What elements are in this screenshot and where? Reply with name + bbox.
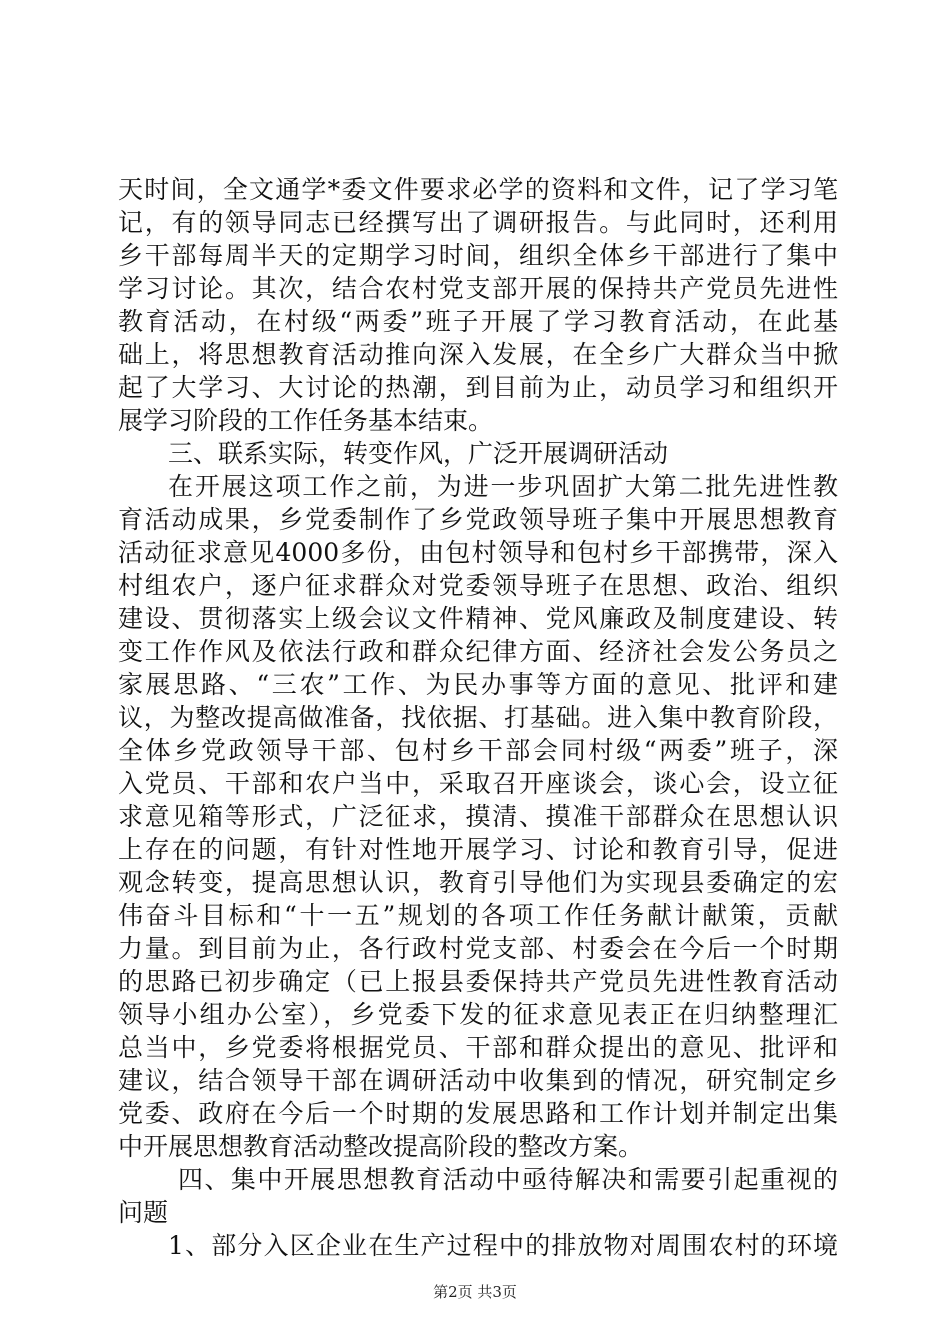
text-line: 入党员、干部和农户当中，采取召开座谈会，谈心会，设立征 <box>118 769 838 798</box>
text-line: 建设、贯彻落实上级会议文件精神、党风廉政及制度建设、转 <box>118 604 838 633</box>
page-footer: 第2页 共3页 <box>433 1283 517 1301</box>
text-line: 乡干部每周半天的定期学习时间，组织全体乡干部进行了集中 <box>118 241 838 270</box>
text-line: 育活动成果，乡党委制作了乡党政领导班子集中开展思想教育 <box>118 505 838 534</box>
text-line: 活动征求意见4000多份，由包村领导和包村乡干部携带，深入 <box>118 538 838 567</box>
text-line: 村组农户，逐户征求群众对党委领导班子在思想、政治、组织 <box>118 571 838 600</box>
text-line: 中开展思想教育活动整改提高阶段的整改方案。 <box>118 1132 644 1161</box>
text-line: 础上，将思想教育活动推向深入发展，在全乡广大群众当中掀 <box>118 340 838 369</box>
section-heading: 四、集中开展思想教育活动中亟待解决和需要引起重视的 <box>178 1165 838 1194</box>
text-line: 伟奋斗目标和“十一五”规划的各项工作任务献计献策，贡献 <box>118 901 838 930</box>
text-line: 学习讨论。其次，结合农村党支部开展的保持共产党员先进性 <box>118 274 838 303</box>
text-line: 求意见箱等形式，广泛征求，摸清、摸准干部群众在思想认识 <box>118 802 838 831</box>
text-line: 力量。到目前为止，各行政村党支部、村委会在今后一个时期 <box>118 934 838 963</box>
section-heading: 三、联系实际，转变作风，广泛开展调研活动 <box>168 439 669 468</box>
text-line: 上存在的问题，有针对性地开展学习、讨论和教育引导，促进 <box>118 835 838 864</box>
list-item: 1、部分入区企业在生产过程中的排放物对周围农村的环境 <box>168 1231 838 1260</box>
text-line: 领导小组办公室），乡党委下发的征求意见表正在归纳整理汇 <box>118 1000 838 1029</box>
section-heading-continued: 问题 <box>118 1198 169 1227</box>
text-line: 的思路已初步确定（已上报县委保持共产党员先进性教育活动 <box>118 967 838 996</box>
text-line: 全体乡党政领导干部、包村乡干部会同村级“两委”班子，深 <box>118 736 838 765</box>
text-line: 总当中，乡党委将根据党员、干部和群众提出的意见、批评和 <box>118 1033 838 1062</box>
text-line: 记，有的领导同志已经撰写出了调研报告。与此同时，还利用 <box>118 208 838 237</box>
text-line: 议，为整改提高做准备，找依据、打基础。进入集中教育阶段， <box>118 703 838 732</box>
text-line: 起了大学习、大讨论的热潮，到目前为止，动员学习和组织开 <box>118 373 838 402</box>
text-line: 观念转变，提高思想认识，教育引导他们为实现县委确定的宏 <box>118 868 838 897</box>
paragraph-start: 在开展这项工作之前，为进一步巩固扩大第二批先进性教 <box>168 472 838 501</box>
text-line: 变工作作风及依法行政和群众纪律方面、经济社会发公务员之 <box>118 637 838 666</box>
text-line: 党委、政府在今后一个时期的发展思路和工作计划并制定出集 <box>118 1099 838 1128</box>
text-line: 教育活动，在村级“两委”班子开展了学习教育活动，在此基 <box>118 307 838 336</box>
text-line: 天时间，全文通学*委文件要求必学的资料和文件，记了学习笔 <box>118 175 838 204</box>
text-line: 建议，结合领导干部在调研活动中收集到的情况，研究制定乡 <box>118 1066 838 1095</box>
text-line: 家展思路、“三农”工作、为民办事等方面的意见、批评和建 <box>118 670 838 699</box>
text-line: 展学习阶段的工作任务基本结束。 <box>118 406 494 435</box>
